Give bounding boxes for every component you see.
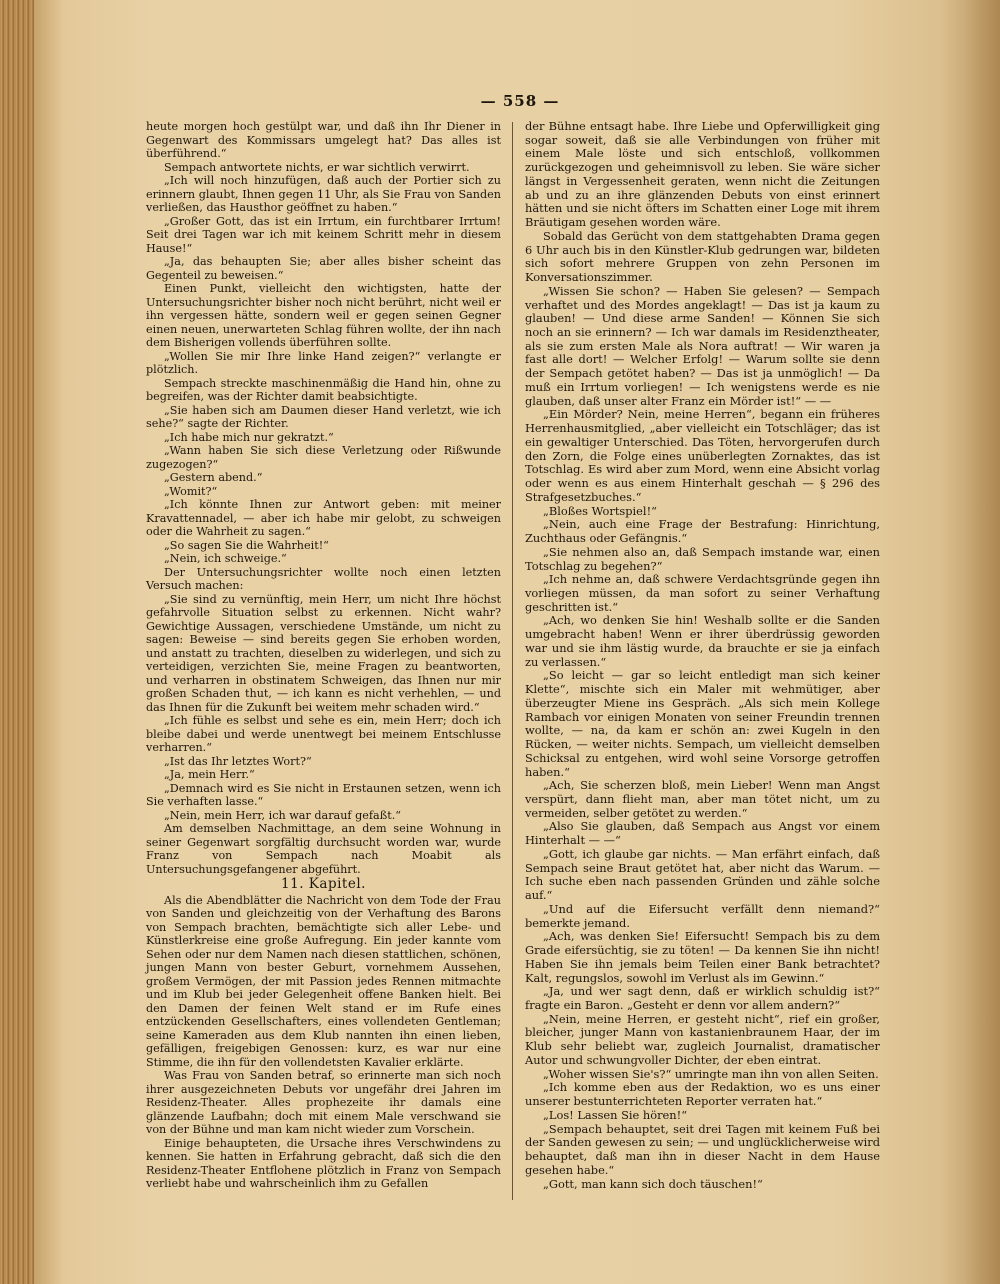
paragraph: Am demselben Nachmittage, an dem seine Wohnung in seiner Gegenwart sorgfältig durchsucht worden war, wurde Franz von Sempach nach Moabit als Untersuchungsgefangener abgeführt. bbox=[146, 822, 501, 876]
chapter-heading: 11. Kapitel. bbox=[281, 876, 366, 892]
paragraph: „Wollen Sie mir Ihre linke Hand zeigen?“ verlangte er plötzlich. bbox=[146, 349, 501, 376]
paragraph: der Bühne entsagt habe. Ihre Liebe und Opferwilligkeit ging sogar soweit, daß sie alle Verbindungen von früher mit einem Male löste und sich entschloß, vollkommen zurückgezogen und geheimnisvoll zu leben. Sie wäre sicher längst in Vergessenheit geraten, wenn nicht die Zeitungen ab und zu an ihre glänzenden Debuts von einst erinnert hätten und sie nicht öfters im Schatten einer Loge mit ihrem Bräutigam gesehen worden wäre. bbox=[525, 119, 880, 230]
paragraph: „Sie haben sich am Daumen dieser Hand verletzt, wie ich sehe?“ sagte der Richter. bbox=[146, 403, 501, 430]
paragraph: „Gott, ich glaube gar nichts. — Man erfährt einfach, daß Sempach seine Braut getötet hat, aber nicht das Warum. — Ich suche eben nach passenden Gründen und zähle solche auf.“ bbox=[525, 846, 880, 903]
paragraph: Als die Abendblätter die Nachricht von dem Tode der Frau von Sanden und gleichzeitig von der Verhaftung des Barons von Sempach brachten, bemächtigte sich aller Lebe- und Künstlerkreise eine große Aufregung. Ein jeder kannte vom Sehen oder nur dem Namen nach diesen stattlichen, schönen, jungen Mann von bester Geburt, vornehmem Aussehen, großem Vermögen, der mit Passion jedes Rennen mitmachte und im Klub bei jeder Gelegenheit offene Banken hielt. Bei den Damen der feinen Welt stand er im Rufe eines entzückenden Gesellschafters, eines vollendeten Gentleman; seine Kameraden aus dem Klub nannten ihn einen lieben, gefälligen, freigebigen Genossen: kurz, es war nur eine Stimme, die ihn für den vollendetsten Kavalier erklärte. bbox=[146, 893, 501, 1069]
page-gutter-shadow bbox=[940, 0, 1000, 1284]
paragraph: Sempach streckte maschinenmäßig die Hand hin, ohne zu begreifen, was der Richter damit beabsichtigte. bbox=[146, 376, 501, 403]
paragraph: „Wissen Sie schon? — Haben Sie gelesen? — Sempach verhaftet und des Mordes angeklagt! — Das ist ja kaum zu glauben! — Und diese arme Sanden! — Können Sie sich noch an sie erinnern? — Ich war damals im Residenztheater, als sie zum ersten Male als Nora auftrat! — Wir waren ja fast alle dort! — Welcher Erfolg! — Warum sollte sie denn der Sempach getötet haben? — Das ist ja unmöglich! — Da muß ein Irrtum vorliegen! — Ich wenigstens werde es nie glauben, daß unser alter Franz ein Mörder ist!“ — — bbox=[525, 283, 880, 408]
paragraph: „Sie nehmen also an, daß Sempach imstande war, einen Totschlag zu begehen?“ bbox=[525, 544, 880, 573]
paragraph: „Demnach wird es Sie nicht in Erstaunen setzen, wenn ich Sie verhaften lasse.“ bbox=[146, 781, 501, 808]
paragraph: „Ist das Ihr letztes Wort?“ bbox=[164, 754, 312, 768]
right-column bbox=[525, 120, 880, 1191]
paragraph: „Sempach behauptet, seit drei Tagen mit keinem Fuß bei der Sanden gewesen zu sein; — und unglücklicherweise wird behauptet, daß man ihn in dieser Nacht in dem Hause gesehen habe.“ bbox=[525, 1121, 880, 1177]
paragraph: Was Frau von Sanden betraf, so erinnerte man sich noch ihrer ausgezeichneten Debuts vor ungefähr drei Jahren im Residenz-Theater. Alles prophezeite ihr damals eine glänzende Laufbahn; doch mit einem Male verschwand sie von der Bühne und man kam nicht wieder zum Vorschein. bbox=[146, 1069, 501, 1136]
paragraph: „Sie sind zu vernünftig, mein Herr, um nicht Ihre höchst gefahrvolle Situation selbst zu erkennen. Nicht wahr? Gewichtige Aussagen, verschiedene Umstände, um nicht zu sagen: Beweise — sind bereits gegen Sie erhoben worden, und anstatt zu trachten, dieselben zu widerlegen, und sich zu verteidigen, verzichten Sie, meine Fragen zu beantworten, und verharren in obstinatem Schweigen, das Ihnen nur mir großen Schaden thut, — ich kann es nicht verhehlen, — und das Ihnen für die Zukunft bei weitem mehr schaden wird.“ bbox=[146, 592, 501, 714]
page-stack-edge bbox=[0, 0, 34, 1284]
paragraph: Sobald das Gerücht von dem stattgehabten Drama gegen 6 Uhr auch bis in den Künstler-Klub gedrungen war, bildeten sich sofort mehrere Gruppen von zehn Personen im Konversationszimmer. bbox=[525, 228, 880, 285]
paragraph: „So leicht — gar so leicht entledigt man sich keiner Klette“, mischte sich ein Maler mit wehmütiger, aber überzeugter Miene ins Gespräch. „Als sich mein Kollege Rambach vor einigen Monaten von seiner Freundin trennen wollte, — na, da kam er schön an: zwei Kugeln in den Rücken, — weiter nichts. Sempach, um vielleicht demselben Schicksal zu entgehen, wird wohl seine Vorsorge getroffen haben.“ bbox=[525, 668, 880, 779]
paragraph: „Ach, wo denken Sie hin! Weshalb sollte er die Sanden umgebracht haben! Wenn er ihrer überdrüssig geworden war und sie ihm lästig wurde, da brauchte er sie ja einfach zu verlassen.“ bbox=[525, 613, 880, 669]
paragraph: „Großer Gott, das ist ein Irrtum, ein furchtbarer Irrtum! Seit drei Tagen war ich mit keinem Schritt mehr in diesem Hause!“ bbox=[146, 214, 501, 255]
paragraph: „Nein, mein Herr, ich war darauf gefaßt.“ bbox=[164, 808, 401, 822]
paragraph: „Ich will noch hinzufügen, daß auch der Portier sich zu erinnern glaubt, Ihnen gegen 11 Uhr, als Sie Frau von Sanden verließen, das Hausthor geöffnet zu haben.“ bbox=[146, 174, 501, 214]
paragraph: „Ich habe mich nur gekratzt.“ bbox=[164, 430, 334, 444]
paragraph: „Ich könnte Ihnen zur Antwort geben: mit meiner Kravattennadel, — aber ich habe mir gelobt, zu schweigen oder die Wahrheit zu sagen.“ bbox=[146, 498, 501, 538]
paragraph: „Und auf die Eifersucht verfällt denn niemand?“ bemerkte jemand. bbox=[525, 901, 880, 930]
paragraph: „Ich komme eben aus der Redaktion, wo es uns einer unserer bestunterrichteten Reporter verraten hat.“ bbox=[525, 1080, 880, 1109]
paragraph: Der Untersuchungsrichter wollte noch einen letzten Versuch machen: bbox=[146, 565, 501, 592]
paragraph: „Los! Lassen Sie hören!“ bbox=[543, 1107, 688, 1122]
paragraph: „Gestern abend.“ bbox=[164, 471, 263, 484]
page-number: — 558 — bbox=[480, 92, 560, 110]
paragraph: „Ach, was denken Sie! Eifersucht! Sempach bis zu dem Grade eifersüchtig, sie zu töten! — Da kennen Sie ihn nicht! Haben Sie ihn jemals beim Teilen einer Bank betrachtet? Kalt, regungslos, sowohl im Verlust als im Gewinn.“ bbox=[525, 929, 880, 985]
paragraph: „Womit?“ bbox=[164, 484, 218, 498]
paragraph: „Nein, meine Herren, er gesteht nicht“, rief ein großer, bleicher, junger Mann von kastanienbraunem Haar, der im Klub sehr beliebt war, zugleich Journalist, dramatischer Autor und schwungvoller Dichter, der eben eintrat. bbox=[525, 1011, 880, 1067]
paragraph: „Ich nehme an, daß schwere Verdachtsgründe gegen ihn vorliegen müssen, da man sofort zu seiner Verhaftung geschritten ist.“ bbox=[525, 572, 880, 614]
column-divider bbox=[512, 122, 513, 1200]
paragraph: heute morgen hoch gestülpt war, und daß ihn Ihr Diener in Gegenwart des Kommissars umgelegt hat? Das alles ist überführend.“ bbox=[146, 120, 501, 160]
paragraph: „Also Sie glauben, daß Sempach aus Angst vor einem Hinterhalt — —“ bbox=[525, 819, 880, 848]
paragraph: Einen Punkt, vielleicht den wichtigsten, hatte der Untersuchungsrichter bisher noch nicht berührt, nicht weil er ihn vergessen hätte, sondern weil er gegen seinen Gegner einen neuen, unerwarteten Schlag führen wollte, der ihn nach dem Bisherigen vollends überführen sollte. bbox=[146, 282, 501, 349]
paragraph: „Gott, man kann sich doch täuschen!“ bbox=[543, 1176, 763, 1191]
paragraph: Sempach antwortete nichts, er war sichtlich verwirrt. bbox=[164, 160, 470, 174]
paragraph: „So sagen Sie die Wahrheit!“ bbox=[164, 538, 329, 552]
paragraph: „Bloßes Wortspiel!“ bbox=[543, 503, 657, 518]
paragraph: „Wann haben Sie sich diese Verletzung oder Rißwunde zugezogen?“ bbox=[146, 444, 501, 471]
paragraph: Einige behaupteten, die Ursache ihres Verschwindens zu kennen. Sie hatten in Erfahrung gebracht, daß sich die den Residenz-Theater Entflohene plötzlich in Franz von Sempach verliebt habe und wahrscheinlich ihm zu Gefallen bbox=[146, 1136, 501, 1190]
paragraph: „Ach, Sie scherzen bloß, mein Lieber! Wenn man Angst verspürt, dann flieht man, aber man tötet nicht, um zu vermeiden, selber getötet zu werden.“ bbox=[525, 778, 880, 820]
paragraph: „Nein, auch eine Frage der Bestrafung: Hinrichtung, Zuchthaus oder Gefängnis.“ bbox=[525, 517, 880, 546]
left-column bbox=[146, 120, 501, 1191]
paragraph: „Ich fühle es selbst und sehe es ein, mein Herr; doch ich bleibe dabei und werde unentwegt bei meinem Entschlusse verharren.“ bbox=[146, 714, 501, 754]
paragraph: „Ja, das behaupten Sie; aber alles bisher scheint das Gegenteil zu beweisen.“ bbox=[146, 255, 501, 282]
paragraph: „Ja, mein Herr.“ bbox=[164, 768, 255, 781]
paragraph: „Ein Mörder? Nein, meine Herren“, begann ein früheres Herrenhausmitglied, „aber vielleicht ein Totschläger; das ist ein gewaltiger Unterschied. Das Töten, hervorgerufen durch den Zorn, die Folge eines unüberlegten Zornaktes, das ist Totschlag. Es wird aber zum Mord, wenn eine Absicht vorlag oder wenn es aus einem Hinterhalt geschah — § 296 des Strafgesetzbuches.“ bbox=[525, 407, 880, 504]
paragraph: „Woher wissen Sie's?“ umringte man ihn von allen Seiten. bbox=[543, 1066, 879, 1081]
paragraph: „Ja, und wer sagt denn, daß er wirklich schuldig ist?“ fragte ein Baron. „Gesteht er denn vor allem andern?“ bbox=[525, 984, 880, 1012]
paragraph: „Nein, ich schweige.“ bbox=[164, 552, 287, 565]
